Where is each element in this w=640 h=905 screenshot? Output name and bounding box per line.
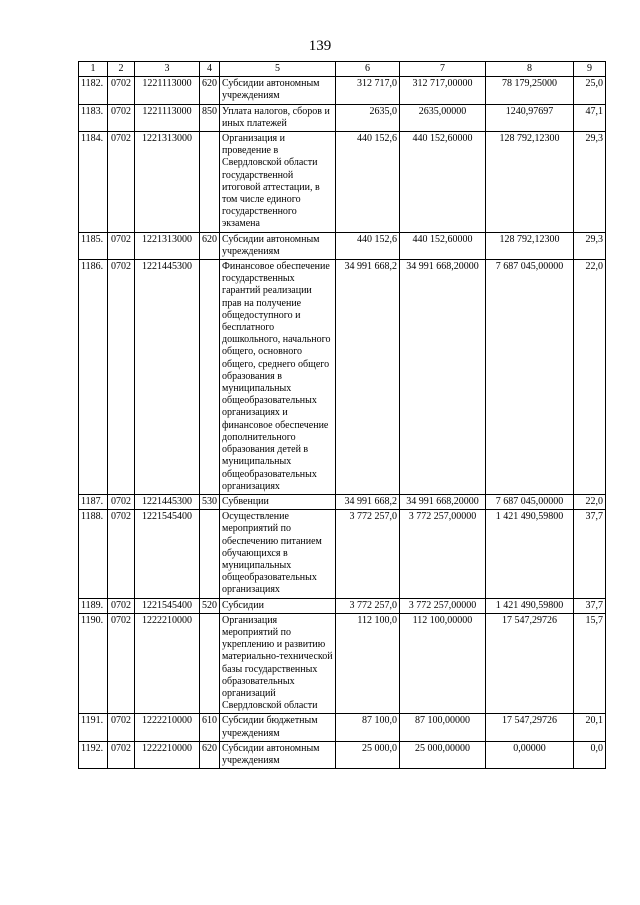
table-row — [79, 260, 606, 495]
percent-cell: 15,7 — [574, 613, 606, 714]
expense-type-cell: 850 — [200, 104, 220, 131]
column-header-3: 3 — [135, 62, 200, 77]
expense-type-cell: 530 — [200, 494, 220, 509]
section-code-cell: 0702 — [108, 598, 135, 613]
section-code-cell: 0702 — [108, 232, 135, 259]
plan-amount-cell: 25 000,0 — [336, 741, 400, 768]
row-number-cell: 1191. — [79, 714, 108, 741]
name-cell: Осуществление мероприятий по обеспечению питанием обучающихся в муниципальных общеобразовательных организациях — [220, 510, 336, 598]
plan-amount-cell: 34 991 668,2 — [336, 260, 400, 495]
executed-amount-cell: 17 547,29726 — [486, 613, 574, 714]
percent-cell: 22,0 — [574, 494, 606, 509]
table-row — [79, 714, 606, 741]
approved-amount-cell: 440 152,60000 — [400, 132, 486, 233]
percent-cell: 20,1 — [574, 714, 606, 741]
percent-cell: 37,7 — [574, 598, 606, 613]
table-row — [79, 741, 606, 768]
approved-amount-cell: 87 100,00000 — [400, 714, 486, 741]
row-number-cell: 1184. — [79, 132, 108, 233]
section-code-cell: 0702 — [108, 510, 135, 598]
table-body — [79, 77, 606, 769]
percent-cell: 0,0 — [574, 741, 606, 768]
target-code-cell: 1221445300 — [135, 494, 200, 509]
expense-type-cell: 520 — [200, 598, 220, 613]
expense-type-cell: 620 — [200, 232, 220, 259]
row-number-cell: 1183. — [79, 104, 108, 131]
executed-amount-cell: 78 179,25000 — [486, 77, 574, 104]
target-code-cell: 1222210000 — [135, 714, 200, 741]
approved-amount-cell: 3 772 257,00000 — [400, 598, 486, 613]
plan-amount-cell: 2635,0 — [336, 104, 400, 131]
table-row — [79, 494, 606, 509]
plan-amount-cell: 112 100,0 — [336, 613, 400, 714]
name-cell: Субвенции — [220, 494, 336, 509]
name-cell: Субсидии автономным учреждениям — [220, 232, 336, 259]
approved-amount-cell: 25 000,00000 — [400, 741, 486, 768]
column-header-5: 5 — [220, 62, 336, 77]
approved-amount-cell: 34 991 668,20000 — [400, 260, 486, 495]
column-header-6: 6 — [336, 62, 400, 77]
percent-cell: 22,0 — [574, 260, 606, 495]
name-cell: Организация и проведение в Свердловской области государственной итоговой аттестации, в том числе единого государственного экзамена — [220, 132, 336, 233]
expense-type-cell — [200, 132, 220, 233]
target-code-cell: 1222210000 — [135, 613, 200, 714]
expense-type-cell: 620 — [200, 741, 220, 768]
executed-amount-cell: 0,00000 — [486, 741, 574, 768]
expense-type-cell: 610 — [200, 714, 220, 741]
executed-amount-cell: 7 687 045,00000 — [486, 494, 574, 509]
table-row — [79, 510, 606, 598]
percent-cell: 29,3 — [574, 232, 606, 259]
name-cell: Финансовое обеспечение государственных гарантий реализации прав на получение общедоступного и бесплатного дошкольного, начального общего, основного общего, среднего общего образования в муниципальных общеобразовательных организациях и финансовое обеспечение дополнительного образования детей в муниципальных общеобразовательных организациях — [220, 260, 336, 495]
plan-amount-cell: 3 772 257,0 — [336, 598, 400, 613]
column-header-8: 8 — [486, 62, 574, 77]
column-header-7: 7 — [400, 62, 486, 77]
section-code-cell: 0702 — [108, 714, 135, 741]
expense-type-cell — [200, 613, 220, 714]
name-cell: Субсидии автономным учреждениям — [220, 741, 336, 768]
row-number-cell: 1192. — [79, 741, 108, 768]
executed-amount-cell: 1 421 490,59800 — [486, 598, 574, 613]
target-code-cell: 1222210000 — [135, 741, 200, 768]
expense-type-cell — [200, 260, 220, 495]
name-cell: Субсидии — [220, 598, 336, 613]
approved-amount-cell: 34 991 668,20000 — [400, 494, 486, 509]
approved-amount-cell: 3 772 257,00000 — [400, 510, 486, 598]
expense-type-cell: 620 — [200, 77, 220, 104]
section-code-cell: 0702 — [108, 260, 135, 495]
target-code-cell: 1221445300 — [135, 260, 200, 495]
row-number-cell: 1187. — [79, 494, 108, 509]
table-row — [79, 613, 606, 714]
approved-amount-cell: 2635,00000 — [400, 104, 486, 131]
percent-cell: 29,3 — [574, 132, 606, 233]
column-header-4: 4 — [200, 62, 220, 77]
row-number-cell: 1186. — [79, 260, 108, 495]
executed-amount-cell: 1240,97697 — [486, 104, 574, 131]
table-row — [79, 598, 606, 613]
row-number-cell: 1185. — [79, 232, 108, 259]
section-code-cell: 0702 — [108, 77, 135, 104]
row-number-cell: 1190. — [79, 613, 108, 714]
target-code-cell: 1221313000 — [135, 132, 200, 233]
name-cell: Субсидии автономным учреждениям — [220, 77, 336, 104]
page-number: 139 — [308, 38, 332, 54]
approved-amount-cell: 112 100,00000 — [400, 613, 486, 714]
target-code-cell: 1221545400 — [135, 510, 200, 598]
plan-amount-cell: 440 152,6 — [336, 232, 400, 259]
section-code-cell: 0702 — [108, 741, 135, 768]
approved-amount-cell: 440 152,60000 — [400, 232, 486, 259]
table-row — [79, 77, 606, 104]
table-row — [79, 232, 606, 259]
name-cell: Уплата налогов, сборов и иных платежей — [220, 104, 336, 131]
row-number-cell: 1188. — [79, 510, 108, 598]
section-code-cell: 0702 — [108, 613, 135, 714]
executed-amount-cell: 1 421 490,59800 — [486, 510, 574, 598]
plan-amount-cell: 312 717,0 — [336, 77, 400, 104]
plan-amount-cell: 34 991 668,2 — [336, 494, 400, 509]
section-code-cell: 0702 — [108, 104, 135, 131]
percent-cell: 37,7 — [574, 510, 606, 598]
executed-amount-cell: 128 792,12300 — [486, 132, 574, 233]
target-code-cell: 1221545400 — [135, 598, 200, 613]
header-row — [79, 62, 606, 77]
percent-cell: 25,0 — [574, 77, 606, 104]
executed-amount-cell: 128 792,12300 — [486, 232, 574, 259]
plan-amount-cell: 440 152,6 — [336, 132, 400, 233]
target-code-cell: 1221313000 — [135, 232, 200, 259]
name-cell: Субсидии бюджетным учреждениям — [220, 714, 336, 741]
section-code-cell: 0702 — [108, 132, 135, 233]
target-code-cell: 1221113000 — [135, 77, 200, 104]
name-cell: Организация мероприятий по укреплению и развитию материально-технической базы государственных образовательных организаций Свердловской области — [220, 613, 336, 714]
executed-amount-cell: 17 547,29726 — [486, 714, 574, 741]
row-number-cell: 1189. — [79, 598, 108, 613]
row-number-cell: 1182. — [79, 77, 108, 104]
plan-amount-cell: 87 100,0 — [336, 714, 400, 741]
column-header-9: 9 — [574, 62, 606, 77]
table-row — [79, 132, 606, 233]
plan-amount-cell: 3 772 257,0 — [336, 510, 400, 598]
approved-amount-cell: 312 717,00000 — [400, 77, 486, 104]
column-header-2: 2 — [108, 62, 135, 77]
executed-amount-cell: 7 687 045,00000 — [486, 260, 574, 495]
section-code-cell: 0702 — [108, 494, 135, 509]
table-row — [79, 104, 606, 131]
percent-cell: 47,1 — [574, 104, 606, 131]
column-header-1: 1 — [79, 62, 108, 77]
expense-type-cell — [200, 510, 220, 598]
budget-table — [78, 61, 606, 769]
target-code-cell: 1221113000 — [135, 104, 200, 131]
